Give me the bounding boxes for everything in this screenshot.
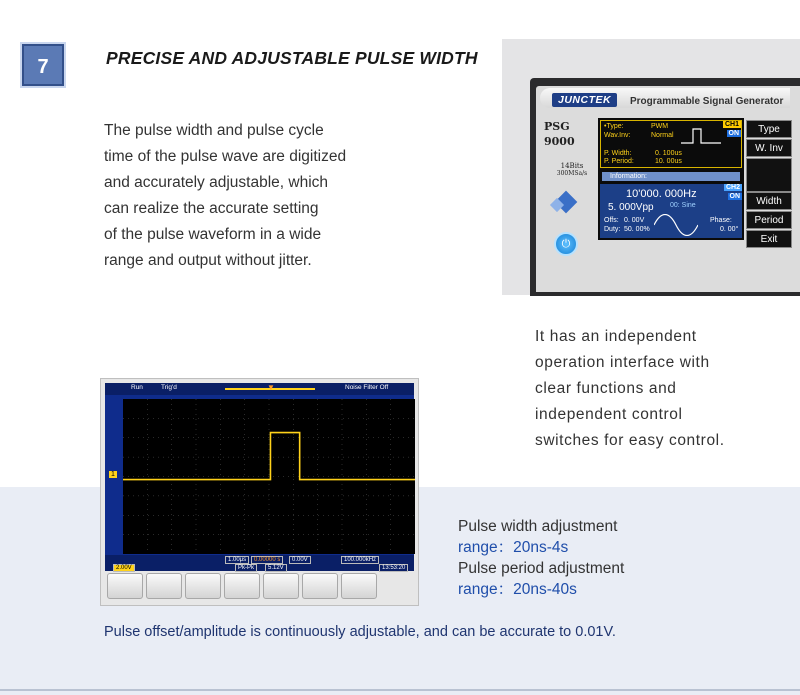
offs-value: 0. 00V (624, 217, 645, 224)
pwidth-value: 0. 100us (655, 150, 682, 157)
pulse-width-range: range：20ns-4s (458, 539, 569, 556)
phase-value: 0. 00° (720, 226, 739, 233)
ch2-wave-name: 00: Sine (670, 202, 696, 209)
ch1-on-badge: ON (728, 130, 739, 137)
intro-paragraph (104, 118, 364, 274)
intro-line: and accurately adjustable, which (104, 174, 329, 191)
section-number-badge: 7 (22, 44, 64, 86)
pulse-width-label: Pulse width adjustment (458, 518, 618, 535)
ch1-panel (600, 120, 742, 168)
trigger-status: Trig'd (161, 384, 177, 391)
pkpk-value: 5.12V (265, 564, 287, 572)
pwidth-label: P. Width: (604, 150, 632, 157)
model-block (544, 120, 600, 177)
channel-marker: 1 (111, 471, 115, 478)
signal-generator (530, 78, 800, 296)
wavinv-value: Normal (651, 132, 674, 139)
noise-filter-status: Noise Filter Off (345, 384, 389, 391)
device-name: Programmable Signal Generator (630, 96, 784, 107)
offs-label: Offs: (604, 217, 619, 224)
brand-logo: JUNCTEK (552, 93, 617, 107)
softkey-wave-invert[interactable]: W. Inv (746, 139, 792, 157)
trigger-level-readout: 0.00V (289, 556, 311, 564)
scope-softkey-7[interactable] (341, 573, 377, 599)
model-bottom: 9000 (544, 135, 575, 148)
oscilloscope (100, 378, 419, 606)
scope-softkey-6[interactable] (302, 573, 338, 599)
sample-rate: 300MSa/s (556, 170, 588, 177)
softkey-type[interactable]: Type (746, 120, 792, 138)
interface-line: It has an independent (535, 328, 697, 345)
pperiod-label: P. Period: (604, 158, 634, 165)
adjustment-ranges (458, 516, 624, 600)
scope-plot (123, 399, 415, 554)
scope-softkeys (107, 573, 414, 603)
intro-line: time of the pulse wave are digitized (104, 148, 347, 165)
footer-note: Pulse offset/amplitude is continuously adjustable, and can be accurate to 0.01V. (104, 624, 616, 640)
type-label: •Type: (604, 123, 624, 130)
interface-paragraph (535, 324, 785, 454)
scope-softkey-1[interactable] (107, 573, 143, 599)
intro-line: The pulse width and pulse cycle (104, 122, 324, 139)
ch2-on-badge: ON (729, 193, 740, 200)
ch2-amplitude: 5. 000Vpp (608, 202, 654, 213)
pulse-preview-icon (681, 125, 721, 147)
interface-line: independent control (535, 406, 683, 423)
pulse-period-range: range：20ns-40s (458, 581, 577, 598)
trigger-position-icon: ▼ (267, 383, 275, 392)
ch1-tag: CH1 (724, 121, 739, 128)
pulse-period-label: Pulse period adjustment (458, 560, 625, 577)
type-value: PWM (651, 123, 669, 130)
interface-line: clear functions and (535, 380, 677, 397)
intro-line: range and output without jitter. (104, 252, 312, 269)
bottom-rule (0, 689, 800, 691)
ch2-panel (600, 184, 742, 238)
softkey-width[interactable]: Width (746, 192, 792, 210)
phase-label: Phase: (710, 217, 732, 224)
scope-softkey-4[interactable] (224, 573, 260, 599)
interface-line: operation interface with (535, 354, 710, 371)
pperiod-value: 10. 00us (655, 158, 682, 165)
offset-readout: 0.00000 s (251, 556, 283, 564)
scope-screen (105, 383, 414, 571)
scope-softkey-5[interactable] (263, 573, 299, 599)
softkey-period[interactable]: Period (746, 211, 792, 229)
info-bar (602, 172, 740, 181)
model-top: PSG (544, 120, 570, 133)
info-label: Information: (610, 173, 647, 180)
duty-label: Duty: (604, 226, 621, 233)
softkey-blank[interactable] (746, 158, 792, 192)
scope-softkey-2[interactable] (146, 573, 182, 599)
sine-preview-icon (654, 214, 698, 236)
wavinv-label: Wav.Inv: (604, 132, 631, 139)
clock-readout: 13:53:20 (379, 564, 408, 572)
intro-line: can realize the accurate setting (104, 200, 319, 217)
channel-scale-readout: 2.00V (113, 564, 135, 572)
scope-softkey-3[interactable] (185, 573, 221, 599)
run-status: Run (131, 384, 143, 391)
duty-value: 50. 00% (624, 226, 650, 233)
pkpk-label: Pk-Pk (235, 564, 257, 572)
timebase-readout: 1.00μs (225, 556, 249, 564)
ch2-frequency: 10'000. 000Hz (626, 188, 697, 200)
intro-line: of the pulse waveform in a wide (104, 226, 322, 243)
section-title: PRECISE AND ADJUSTABLE PULSE WIDTH (106, 48, 478, 68)
ch2-tag: CH2 (725, 184, 740, 191)
scope-status-bar (105, 383, 414, 395)
softkey-exit[interactable]: Exit (746, 230, 792, 248)
power-icon[interactable]: ⏻ (554, 232, 578, 256)
bit-depth: 14Bits (560, 162, 584, 170)
frequency-readout: 100.000kHz (341, 556, 379, 564)
scope-readout-bar (105, 555, 414, 571)
device-screen (598, 118, 744, 240)
interface-line: switches for easy control. (535, 432, 725, 449)
